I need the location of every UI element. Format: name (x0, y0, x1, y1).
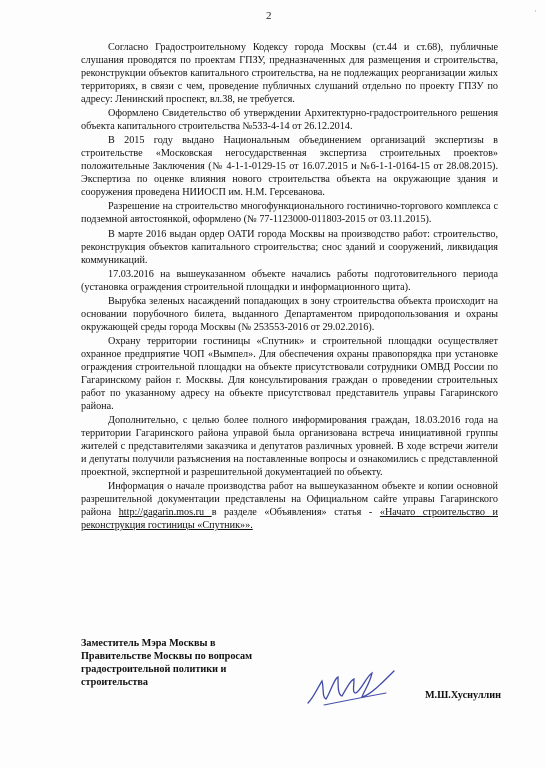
paragraph: Вырубка зеленых насаждений попадающих в зону строительства объекта происходит на основании порубочного билета, выданного Департаментом природопользования и охраны окружающей среды города Москвы (№ 253553-2016 от 29.02.2016). (81, 296, 498, 334)
paragraph: Оформлено Свидетельство об утверждении Архитектурно-градостроительного решения объекта капитального строительства №533-4-14 от 26.12.2014. (81, 108, 498, 132)
paragraph: Дополнительно, с целью более полного информирования граждан, 18.03.2016 года на территории Гагаринского района управой была организована встреча инициативной группы жителей с представителями заказчика и депутатов различных уровней. В ходе встречи жители и депутаты получили разъяснения на поставленные вопросы и ознакомились с представленной проектной, экспертной и разрешительной документацией по объекту. (81, 415, 498, 478)
corner-mark: · (534, 6, 537, 16)
paragraph-text: Информация о начале производства работ на вышеуказанном объекте и копии основной разрешительной документации представлены на Официальном сайте управы Гагаринского района (81, 481, 498, 519)
signatory-title: Заместитель Мэра Москвы в Правительстве Москвы по вопросам градостроительной политики и строительства (81, 638, 253, 688)
paragraph: Разрешение на строительство многофункционального гостинично-торгового комплекса с подземной автостоянкой, оформлено (№ 77-1123000-011803-2015 от 03.11.2015). (81, 201, 498, 226)
paragraph: Согласно Градостроительному Кодексу города Москвы (ст.44 и ст.68), публичные слушания проводятся по проектам ГПЗУ, предназначенных для размещения и строительства, реконструкции объектов капитального строительства, на не подлежащих реорганизации жилых территориях, в связи с чем, проведение публичных слушаний отдельно по проекту ГПЗУ по адресу: Ленинский проспект, вл.38, не требуется. (81, 42, 498, 105)
paragraph: 17.03.2016 на вышеуказанном объекте начались работы подготовительного периода (установка ограждения строительной площадки и информационного щита). (81, 268, 498, 293)
signature-block (81, 637, 501, 701)
paragraph-last (81, 481, 498, 533)
signatory-name: М.Ш.Хуснуллин (424, 690, 501, 701)
letter-body (81, 42, 498, 535)
site-link[interactable]: http://gagarin.mos.ru (118, 507, 212, 519)
paragraph-text: в разделе «Объявления» статья - (211, 507, 380, 519)
handwritten-signature (304, 663, 399, 711)
paragraph: В 2015 году выдано Национальным объединением организаций экспертизы в строительстве «Московская негосударственная экспертиза строительных проектов» положительные Заключения (№ 4-1-1-0129-15 от 16.07.2015 и №6-1-1-0164-15 от 28.08.2015). Экспертиза по оценке влияния нового строительства объекта на окружающие здания и сооружения проведена НИИОСП им. Н.М. Герсеванова. (81, 135, 498, 198)
article-link[interactable]: «Начато строительство и реконструкция гостиницы «Спутник»». (81, 507, 498, 532)
page-number: 2 (266, 10, 272, 22)
paragraph: Охрану территории гостиницы «Спутник» и строительной площадки осуществляет охранное предприятие ЧОП «Вымпел». Для обеспечения охраны правопорядка при установке ограждения строительной площадки на объекте присутствовали сотрудники ОМВД России по Гагаринскому район г. Москвы. Для консультирования граждан о проведении строительных работ по указанному адресу на объекте присутствовал представитель управы Гагаринского района. (81, 336, 498, 412)
paragraph: В марте 2016 выдан ордер ОАТИ города Москвы на производство работ: строительство, реконструкция объектов капитального строительства; снос зданий и сооружений, ликвидация коммуникаций. (81, 228, 498, 266)
